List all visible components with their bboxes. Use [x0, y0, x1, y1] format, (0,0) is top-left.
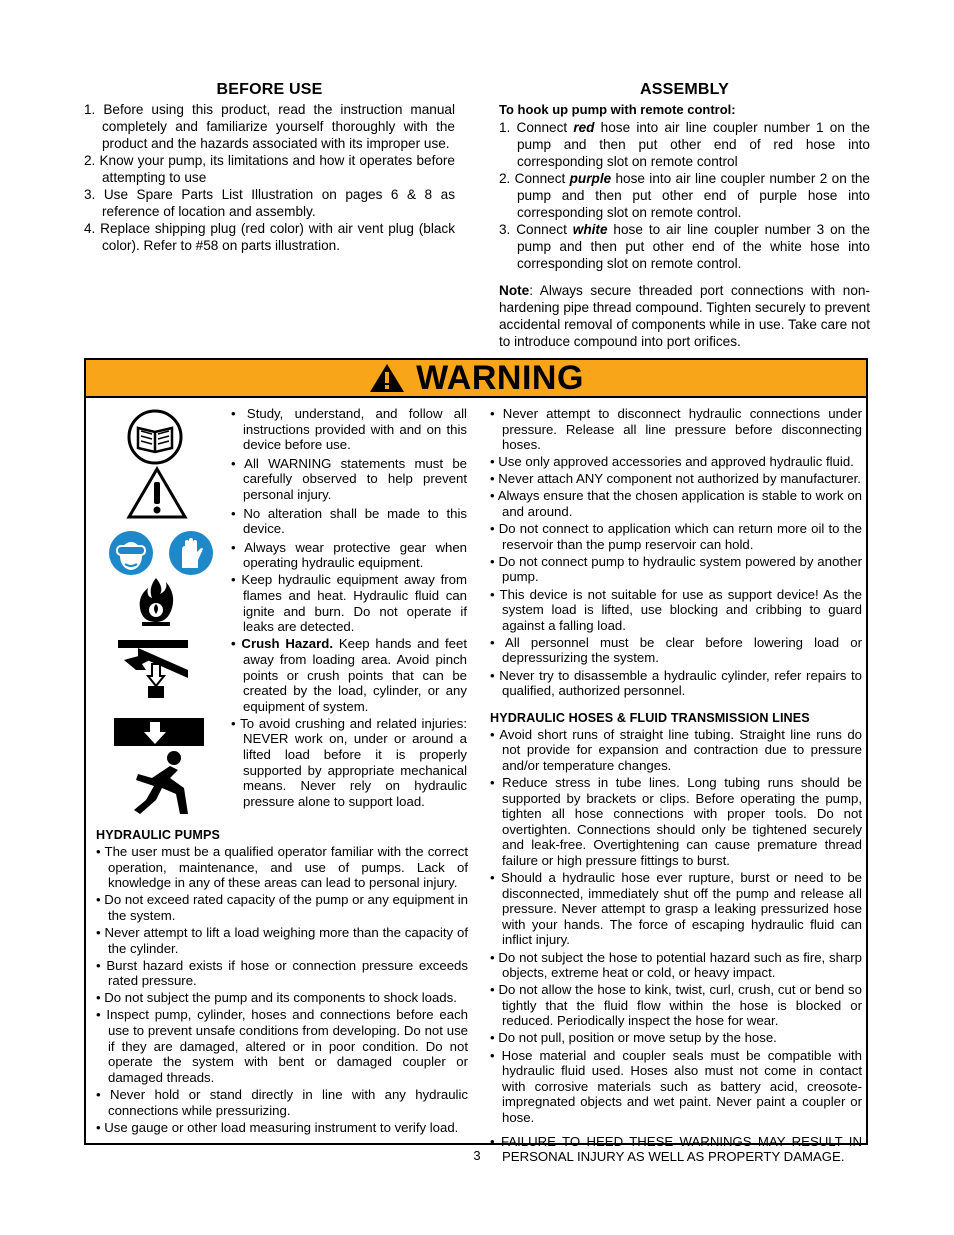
list-item: • To avoid crushing and related injuries: NEVER work on, under or around a lifted load before it is properly supported by appropriate mechanical means. Never rely on hydraulic pressure alone to support load. — [231, 715, 467, 809]
assembly-subtitle: To hook up pump with remote control: — [499, 102, 736, 117]
warning-triangle-icon — [368, 362, 406, 394]
list-item: • Do not connect pump to hydraulic system powered by another pump. — [490, 553, 862, 585]
crush-hazard-icon — [116, 630, 192, 700]
list-item: • Avoid short runs of straight line tubing. Straight line runs do not provide for expansion and contraction due to pressure and/or temperature changes. — [490, 726, 862, 773]
list-item: • Burst hazard exists if hose or connection pressure exceeds rated pressure. — [96, 957, 468, 989]
list-item: 3. Use Spare Parts List Illustration on pages 6 & 8 as reference of location and assembly. — [84, 187, 455, 219]
falling-load-icon — [112, 714, 206, 818]
safety-goggles-icon — [108, 530, 154, 576]
list-item: • Always ensure that the chosen application is stable to work on and around. — [490, 488, 862, 520]
list-item: • No alteration shall be made to this device. — [231, 505, 467, 537]
hydraulic-pumps-section — [96, 828, 468, 1137]
assembly-list — [499, 119, 870, 272]
list-item: • Do not subject the hose to potential hazard such as fire, sharp objects, extreme heat or cold, or heavy impact. — [490, 949, 862, 981]
list-item: 4. Replace shipping plug (red color) with air vent plug (black color). Refer to #58 on parts illustration. — [84, 221, 455, 253]
list-item: • Never try to disassemble a hydraulic cylinder, refer repairs to qualified, authorized personnel. — [490, 667, 862, 699]
safety-gloves-icon — [168, 530, 214, 576]
list-item: 2. Connect purple hose into air line coupler number 2 on the pump and then put other end of purple hose into corresponding slot on remote control. — [499, 171, 870, 220]
assembly-title: ASSEMBLY — [639, 81, 730, 98]
list-item: • This device is not suitable for use as support device! As the system load is lifted, use blocking and cribbing to guard against a falling load. — [490, 586, 862, 633]
list-item: • Do not exceed rated capacity of the pump or any equipment in the system. — [96, 892, 468, 923]
list-item: 2. Know your pump, its limitations and how it operates before attempting to use — [84, 153, 455, 185]
list-item: • The user must be a qualified operator familiar with the correct operation, maintenance, and use of pumps. Lack of knowledge in any of these areas can lead to personal injury. — [96, 844, 468, 891]
list-item: • Never hold or stand directly in line with any hydraulic connections while pressurizing. — [96, 1086, 468, 1118]
caution-triangle-icon — [126, 466, 188, 520]
list-item: • Do not subject the pump and its components to shock loads. — [96, 990, 457, 1006]
right-warnings-list — [490, 406, 862, 1166]
list-item: • Use only approved accessories and approved hydraulic fluid. — [490, 454, 854, 470]
list-item: • Hose material and coupler seals must be compatible with hydraulic fluid used. Hoses also must not come in contact with corrosive materials such as battery acid, creosote-impregnated objects and wet paint. Never paint a coupler or hose. — [490, 1047, 862, 1125]
list-item: • Do not connect to application which can return more oil to the reservoir than the pump reservoir can hold. — [490, 521, 862, 552]
list-item: • All WARNING statements must be carefully observed to help prevent personal injury. — [231, 455, 467, 502]
hoses-heading: HYDRAULIC HOSES & FLUID TRANSMISSION LINES — [490, 710, 810, 725]
before-use-section — [84, 81, 455, 254]
assembly-note: Note: Always secure threaded port connections with non-hardening pipe thread compound. Tighten securely to prevent accidental removal of components while in use. Take care not to introduce compound into port orifices. — [499, 283, 870, 349]
list-item: 1. Before using this product, read the instruction manual completely and familiarize yourself thoroughly with the product and the hazards associated with its improper use. — [84, 102, 455, 151]
warning-banner — [86, 360, 866, 398]
list-item: • Use gauge or other load measuring instrument to verify load. — [96, 1119, 459, 1135]
list-item: • All personnel must be clear before lowering load or depressurizing the system. — [490, 634, 862, 666]
flammable-icon — [136, 576, 176, 628]
final-warning: • FAILURE TO HEED THESE WARNINGS MAY RESULT IN PERSONAL INJURY AS WELL AS PROPERTY DAMAGE. — [490, 1133, 862, 1165]
warning-title: WARNING — [416, 358, 584, 397]
hydraulic-pumps-heading: HYDRAULIC PUMPS — [96, 828, 220, 842]
manual-book-icon — [126, 408, 184, 466]
list-item: • Never attempt to lift a load weighing more than the capacity of the cylinder. — [96, 924, 468, 956]
list-item: • Never attempt to disconnect hydraulic connections under pressure. Release all line pressure before disconnecting hoses. — [490, 406, 862, 453]
list-item: • Reduce stress in tube lines. Long tubing runs should be supported by brackets or clips. Before operating the pump, tighten all hose connections with proper tools. Do not overtighten. Connections should only be tightened securely and leak-free. Overtightening can cause premature thread failure or high pressure fittings to burst. — [490, 774, 862, 868]
list-item: • Always wear protective gear when operating hydraulic equipment. — [231, 539, 467, 571]
page-number: 3 — [473, 1148, 481, 1163]
list-item: • Do not pull, position or move setup by the hose. — [490, 1030, 777, 1046]
list-item: • Study, understand, and follow all instructions provided with and on this device before use. — [231, 406, 467, 453]
list-item: • Should a hydraulic hose ever rupture, burst or need to be disconnected, immediately shut off the pump and release all pressure. Never attempt to grasp a leaking pressurized hose with your hands. The force of escaping hydraulic fluid can inflict injury. — [490, 870, 862, 948]
before-use-list — [84, 101, 455, 254]
general-warnings-list — [231, 406, 467, 811]
list-item: • Do not allow the hose to kink, twist, curl, crush, cut or bend so tightly that the fluid flow within the hose is blocked or reduced. Periodically inspect the hose for wear. — [490, 982, 862, 1029]
warning-box — [84, 358, 868, 1165]
list-item: • Crush Hazard. Keep hands and feet away from loading area. Avoid pinch points or crush points that can be created by the load, cylinder, or any equipment of system. — [231, 636, 467, 714]
list-item: • Never attach ANY component not authorized by manufacturer. — [490, 471, 861, 487]
assembly-section — [499, 81, 870, 350]
list-item: • Keep hydraulic equipment away from flames and heat. Hydraulic fluid can ignite and burn. Do not operate if leaks are detected. — [231, 572, 467, 635]
list-item: 1. Connect red hose into air line coupler number 1 on the pump and then put other end of red hose into corresponding slot on remote control — [499, 120, 870, 169]
list-item: 3. Connect white hose to air line coupler number 3 on the pump and then put other end of the white hose into corresponding slot on remote control. — [499, 222, 870, 271]
list-item: • Inspect pump, cylinder, hoses and connections before each use to prevent unsafe conditions from developing. Do not use if they are damaged, altered or in poor condition. Do not operate the system with bent or damaged coupler or damaged threads. — [96, 1007, 468, 1085]
before-use-title: BEFORE USE — [216, 81, 323, 98]
